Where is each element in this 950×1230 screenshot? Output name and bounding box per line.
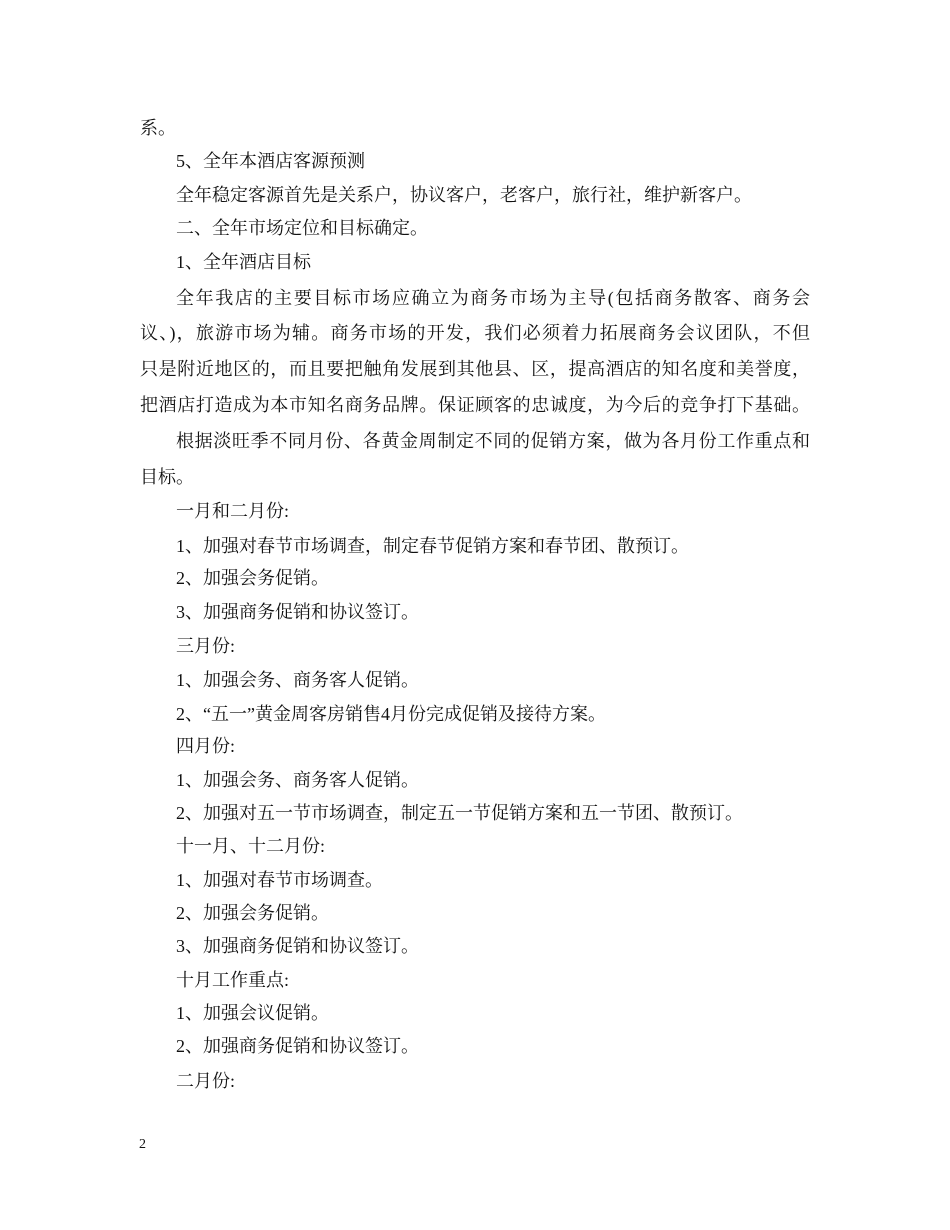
- text-line: 十一月、十二月份:: [176, 836, 326, 856]
- text-line: 把酒店打造成为本市知名商务品牌。保证顾客的忠诚度，为今后的竞争打下基础。: [140, 395, 810, 415]
- page-number: 2: [139, 1137, 146, 1152]
- text-line: 1、全年酒店目标: [176, 252, 311, 272]
- text-line: 1、加强会务、商务客人促销。: [176, 670, 419, 690]
- text-line: 系。: [140, 118, 176, 138]
- text-line: 根据淡旺季不同月份、各黄金周制定不同的促销方案，做为各月份工作重点和: [176, 431, 810, 451]
- text-line: 2、加强商务促销和协议签订。: [176, 1036, 419, 1056]
- text-line: 2、加强对五一节市场调查，制定五一节促销方案和五一节团、散预订。: [176, 803, 743, 823]
- text-line: 议、)，旅游市场为辅。商务市场的开发，我们必须着力拓展商务会议团队，不但: [140, 323, 810, 343]
- text-line: 1、加强对春节市场调查，制定春节促销方案和春节团、散预订。: [176, 536, 689, 556]
- text-line: 3、加强商务促销和协议签订。: [176, 602, 419, 622]
- text-line: 全年稳定客源首先是关系户，协议客户，老客户，旅行社，维护新客户。: [176, 185, 752, 205]
- text-line: 二月份:: [176, 1071, 236, 1091]
- text-line: 3、加强商务促销和协议签订。: [176, 936, 419, 956]
- text-line: 1、加强会议促销。: [176, 1003, 329, 1023]
- text-line: 全年我店的主要目标市场应确立为商务市场为主导(包括商务散客、商务会: [176, 288, 810, 308]
- text-line: 四月份:: [176, 736, 236, 756]
- text-line: 2、“五一”黄金周客房销售4月份完成促销及接待方案。: [176, 704, 606, 724]
- text-line: 一月和二月份:: [176, 501, 290, 521]
- text-line: 目标。: [140, 467, 194, 487]
- text-line: 二、全年市场定位和目标确定。: [176, 218, 428, 238]
- text-line: 1、加强会务、商务客人促销。: [176, 770, 419, 790]
- text-line: 只是附近地区的，而且要把触角发展到其他县、区，提高酒店的知名度和美誉度，: [140, 359, 810, 379]
- text-line: 三月份:: [176, 636, 236, 656]
- text-line: 2、加强会务促销。: [176, 568, 329, 588]
- text-line: 十月工作重点:: [176, 970, 290, 990]
- text-line: 5、全年本酒店客源预测: [176, 151, 365, 171]
- text-line: 2、加强会务促销。: [176, 903, 329, 923]
- text-line: 1、加强对春节市场调查。: [176, 870, 383, 890]
